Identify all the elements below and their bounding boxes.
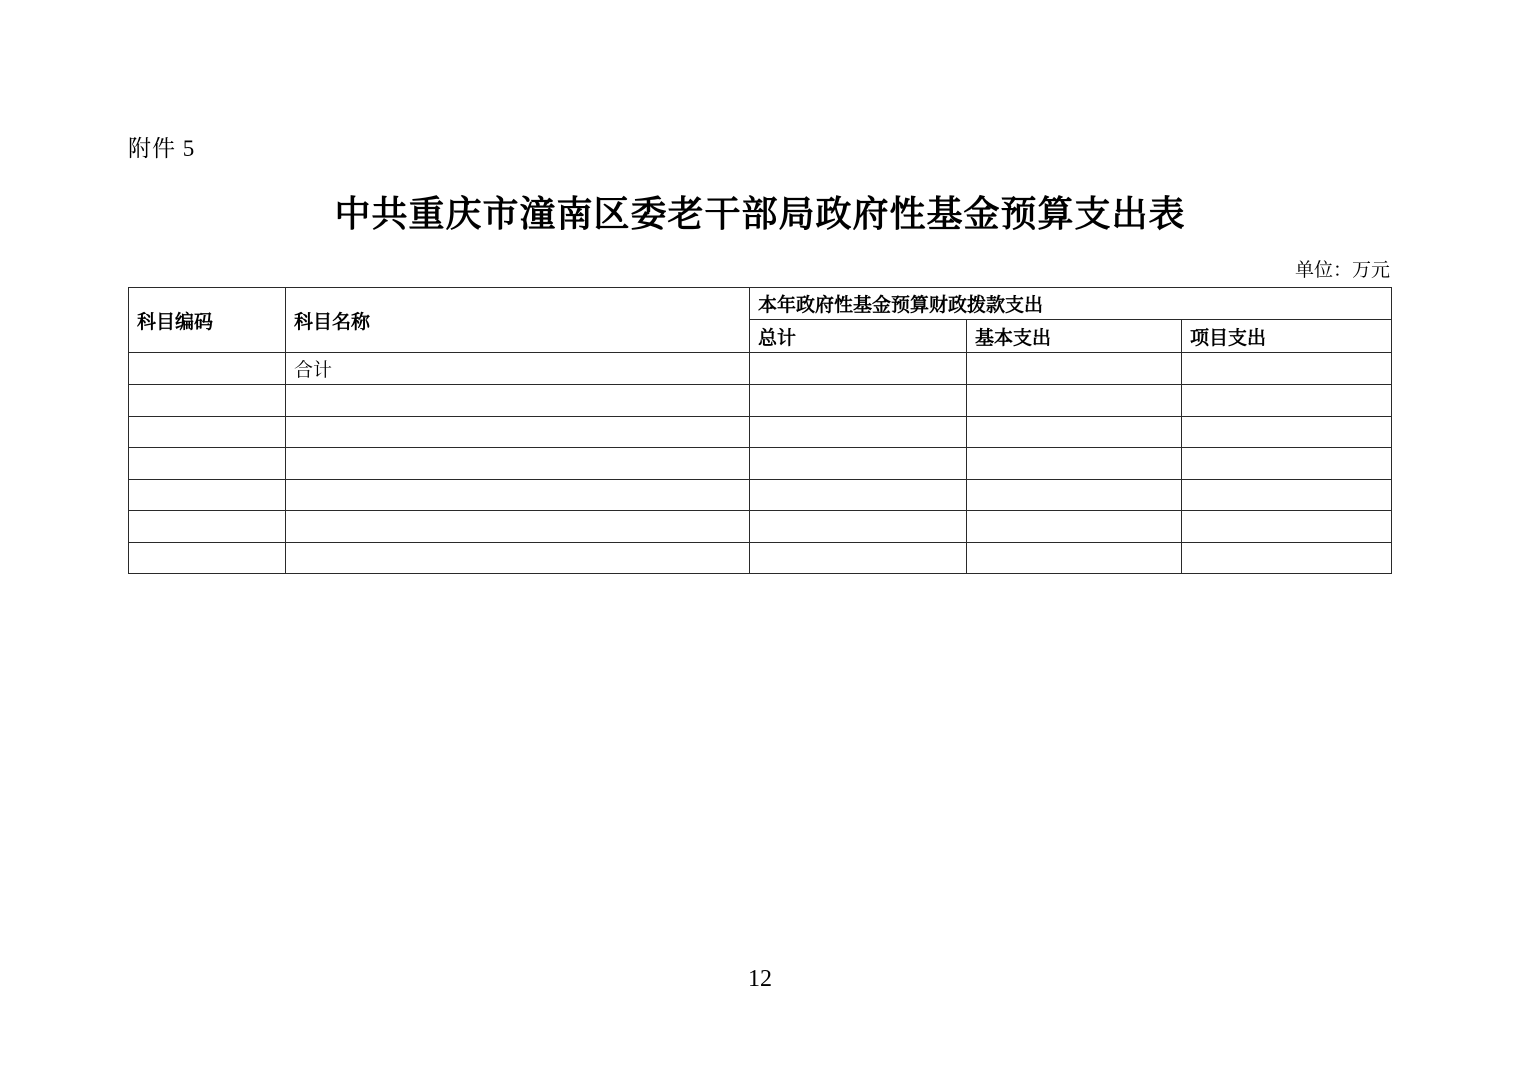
table-row bbox=[129, 542, 1392, 574]
attachment-label: 附件 5 bbox=[128, 136, 196, 161]
cell-subject-code bbox=[129, 385, 286, 417]
table-row bbox=[129, 511, 1392, 543]
cell-basic-expenditure bbox=[967, 479, 1182, 511]
budget-table bbox=[128, 287, 1392, 574]
cell-basic-expenditure bbox=[967, 385, 1182, 417]
cell-project-expenditure bbox=[1182, 353, 1392, 385]
column-header-basic-expenditure: 基本支出 bbox=[967, 320, 1182, 353]
column-header-subject-code: 科目编码 bbox=[129, 288, 286, 353]
cell-basic-expenditure bbox=[967, 448, 1182, 480]
cell-subject-name bbox=[286, 448, 750, 480]
table-row bbox=[129, 416, 1392, 448]
cell-subject-code bbox=[129, 511, 286, 543]
cell-total bbox=[750, 511, 967, 543]
cell-basic-expenditure bbox=[967, 416, 1182, 448]
cell-total bbox=[750, 353, 967, 385]
cell-total bbox=[750, 479, 967, 511]
unit-note: 单位：万元 bbox=[1294, 260, 1390, 281]
cell-subject-code bbox=[129, 542, 286, 574]
cell-basic-expenditure bbox=[967, 511, 1182, 543]
table-row bbox=[129, 385, 1392, 417]
page-number: 12 bbox=[748, 966, 772, 992]
column-header-project-expenditure: 项目支出 bbox=[1182, 320, 1392, 353]
cell-subject-name: 合计 bbox=[286, 353, 750, 385]
cell-total bbox=[750, 416, 967, 448]
table-row bbox=[129, 448, 1392, 480]
cell-subject-name bbox=[286, 479, 750, 511]
table-header-row-group bbox=[129, 288, 1392, 320]
cell-total bbox=[750, 385, 967, 417]
column-header-subject-name: 科目名称 bbox=[286, 288, 750, 353]
cell-subject-code bbox=[129, 479, 286, 511]
table-row bbox=[129, 479, 1392, 511]
cell-subject-code bbox=[129, 416, 286, 448]
cell-subject-name bbox=[286, 385, 750, 417]
cell-subject-name bbox=[286, 511, 750, 543]
cell-project-expenditure bbox=[1182, 416, 1392, 448]
table-row bbox=[129, 353, 1392, 385]
page-title: 中共重庆市潼南区委老干部局政府性基金预算支出表 bbox=[334, 194, 1186, 234]
cell-total bbox=[750, 542, 967, 574]
cell-subject-name bbox=[286, 542, 750, 574]
cell-subject-name bbox=[286, 416, 750, 448]
cell-project-expenditure bbox=[1182, 385, 1392, 417]
cell-total bbox=[750, 448, 967, 480]
cell-basic-expenditure bbox=[967, 542, 1182, 574]
cell-subject-code bbox=[129, 353, 286, 385]
cell-project-expenditure bbox=[1182, 479, 1392, 511]
column-header-group: 本年政府性基金预算财政拨款支出 bbox=[750, 288, 1392, 320]
cell-project-expenditure bbox=[1182, 542, 1392, 574]
cell-project-expenditure bbox=[1182, 448, 1392, 480]
cell-project-expenditure bbox=[1182, 511, 1392, 543]
column-header-total: 总计 bbox=[750, 320, 967, 353]
cell-basic-expenditure bbox=[967, 353, 1182, 385]
cell-subject-code bbox=[129, 448, 286, 480]
